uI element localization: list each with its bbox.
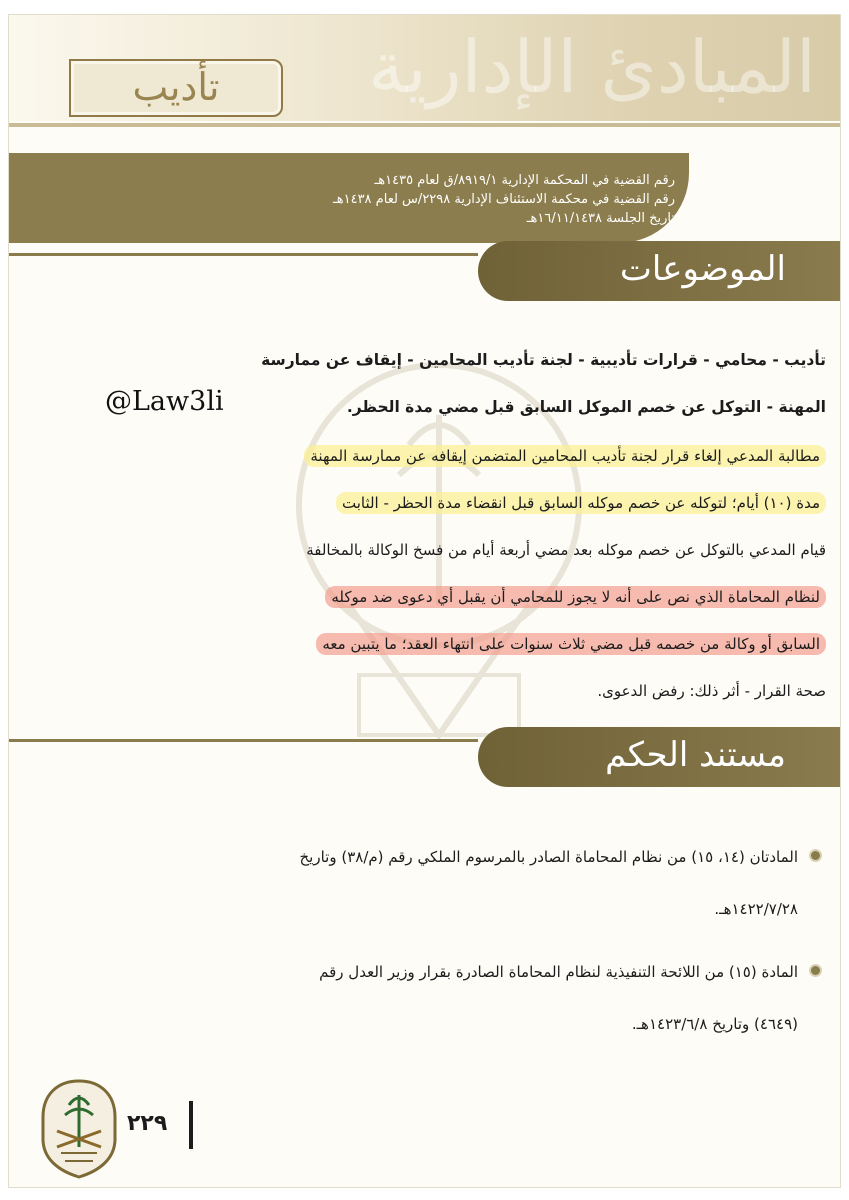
basis-heading-bar (478, 727, 840, 787)
bullet-icon (811, 851, 820, 860)
basis-item-line: المادة (١٥) من اللائحة التنفيذية لنظام المحاماة الصادرة بقرار وزير العدل رقم (319, 963, 798, 981)
summary-line: قيام المدعي بالتوكل عن خصم موكله بعد مضي أربعة أيام من فسخ الوكالة بالمخالفة (306, 541, 826, 559)
summary-line: صحة القرار - أثر ذلك: رفض الدعوى. (597, 682, 826, 700)
basis-rule (9, 739, 478, 742)
session-date: تاريخ الجلسة ١٦/١١/١٤٣٨هـ (526, 211, 675, 226)
summary-line-highlighted: السابق أو وكالة من خصمه قبل مضي ثلاث سنوات على انتهاء العقد؛ ما يتبين معه (316, 633, 826, 655)
page-number: ٢٢٩ (127, 1111, 168, 1136)
topics-line: المهنة - التوكل عن خصم الموكل السابق قبل مضي مدة الحظر. (346, 398, 826, 416)
topics-heading: الموضوعات (619, 249, 786, 289)
bullet-icon (811, 966, 820, 975)
summary-line-highlighted: مطالبة المدعي إلغاء قرار لجنة تأديب المحامين المتضمن إيقافه عن ممارسة المهنة (304, 445, 826, 467)
basis-item-line: ١٤٢٢/٧/٢٨هـ. (714, 900, 798, 918)
basis-item-line: (٤٦٤٩) وتاريخ ١٤٢٣/٦/٨هـ. (631, 1015, 798, 1033)
summary-line-highlighted: مدة (١٠) أيام؛ لتوكله عن خصم موكله السابق قبل انقضاء مدة الحظر - الثابت (336, 492, 826, 514)
header-divider (9, 123, 840, 127)
case-number-appeal-court: رقم القضية في محكمة الاستئناف الإدارية ٢٢٩٨/س لعام ١٤٣٨هـ (332, 192, 675, 207)
header-watermark: المبادئ الإدارية (368, 25, 816, 109)
basis-item (66, 946, 826, 1050)
topics-heading-bar (478, 241, 840, 301)
case-info-box (9, 153, 689, 243)
basis-item-line: المادتان (١٤، ١٥) من نظام المحاماة الصادر بالمرسوم الملكي رقم (م/٣٨) وتاريخ (299, 848, 798, 866)
topics-line: تأديب - محامي - قرارات تأديبية - لجنة تأديب المحامين - إيقاف عن ممارسة (261, 351, 826, 369)
document-page (8, 14, 841, 1188)
basis-item (66, 831, 826, 935)
page-number-bar (189, 1101, 193, 1149)
section-title-tab (69, 59, 283, 117)
basis-heading: مستند الحكم (605, 735, 786, 775)
summary-text (86, 433, 826, 715)
section-title: تأديب (132, 65, 220, 109)
case-number-admin-court: رقم القضية في المحكمة الإدارية ٨٩١٩/١/ق لعام ١٤٣٥هـ (374, 173, 675, 188)
board-of-grievances-logo (39, 1077, 119, 1187)
basis-list (66, 831, 826, 1061)
topics-rule (9, 253, 478, 256)
summary-line-highlighted: لنظام المحاماة الذي نص على أنه لا يجوز للمحامي أن يقبل أي دعوى ضد موكله (325, 586, 826, 608)
watermark-handle: @Law3li (105, 386, 224, 417)
